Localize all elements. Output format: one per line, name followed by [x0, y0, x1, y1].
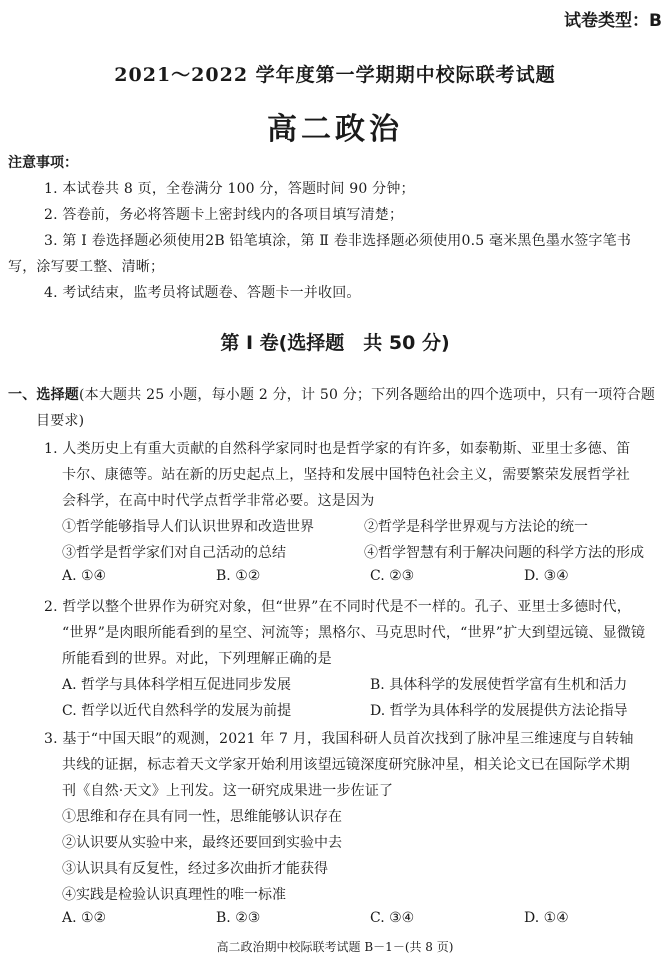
- question-2-stem: 所能看到的世界。对此，下列理解正确的是: [62, 651, 332, 667]
- question-1-stem: 卡尔、康德等。站在新的历史起点上，坚持和发展中国特色社会主义，需要繁荣发展哲学社: [62, 467, 630, 483]
- part-heading: 一、选择题: [8, 387, 79, 403]
- page-footer: 高二政治期中校际联考试题 B－1－(共 8 页): [216, 940, 454, 954]
- q2-option-c[interactable]: C. 哲学以近代自然科学的发展为前提: [62, 703, 292, 719]
- notice-item: 1. 本试卷共 8 页，全卷满分 100 分，答题时间 90 分钟；: [44, 181, 415, 197]
- q1-option-a[interactable]: A. ①④: [62, 568, 107, 584]
- subject-title: 高二政治: [267, 112, 403, 147]
- paper-type-label: 试卷类型：B: [564, 11, 662, 31]
- q3-option-b[interactable]: B. ②③: [216, 910, 261, 926]
- question-1-stem: 会科学，在高中时代学点哲学非常必要。这是因为: [62, 493, 375, 509]
- question-2-stem: 2. 哲学以整个世界作为研究对象，但“世界”在不同时代是不一样的。孔子、亚里士多德时代，: [44, 599, 631, 615]
- q3-statement-3: ③认识具有反复性，经过多次曲折才能获得: [62, 861, 328, 877]
- question-3-stem: 共线的证据，标志着天文学家开始利用该望远镜深度研究脉冲星，相关论文已在国际学术期: [62, 757, 630, 773]
- q3-option-a[interactable]: A. ①②: [62, 910, 107, 926]
- part-desc: (本大题共 25 小题，每小题 2 分，计 50 分；下列各题给出的四个选项中，只有一项符合题: [79, 387, 656, 403]
- q1-option-d[interactable]: D. ③④: [524, 568, 569, 584]
- q3-statement-1: ①思维和存在具有同一性，思维能够认识存在: [62, 809, 342, 825]
- q2-option-b[interactable]: B. 具体科学的发展使哲学富有生机和活力: [370, 677, 628, 693]
- q3-statement-4: ④实践是检验认识真理性的唯一标准: [62, 887, 286, 903]
- notice-item: 写，涂写要工整、清晰；: [8, 259, 165, 275]
- exam-title: 2021～2022 学年度第一学期期中校际联考试题: [114, 64, 556, 86]
- q1-statement-4: ④哲学智慧有利于解决问题的科学方法的形成: [364, 545, 644, 561]
- q3-statement-2: ②认识要从实验中来，最终还要回到实验中去: [62, 835, 342, 851]
- q1-option-c[interactable]: C. ②③: [370, 568, 415, 584]
- notice-heading: 注意事项：: [8, 155, 78, 171]
- notice-item: 3. 第 Ⅰ 卷选择题必须使用2B 铅笔填涂，第 Ⅱ 卷非选择题必须使用0.5 毫米黑色墨水签字笔书: [44, 233, 632, 249]
- section-title: 第 Ⅰ 卷(选择题 共 50 分): [220, 332, 450, 354]
- part-description: [8, 384, 655, 404]
- question-3-stem: 刊《自然·天文》上刊发。这一研究成果进一步佐证了: [62, 783, 394, 799]
- q1-statement-3: ③哲学是哲学家们对自己活动的总结: [62, 545, 286, 561]
- q2-option-a[interactable]: A. 哲学与具体科学相互促进同步发展: [62, 677, 292, 693]
- notice-item: 2. 答卷前，务必将答题卡上密封线内的各项目填写清楚；: [44, 207, 404, 223]
- notice-item: 4. 考试结束，监考员将试题卷、答题卡一并收回。: [44, 285, 361, 301]
- q2-option-d[interactable]: D. 哲学为具体科学的发展提供方法论指导: [370, 703, 628, 719]
- part-desc-cont: 目要求): [36, 413, 85, 429]
- q3-option-d[interactable]: D. ①④: [524, 910, 569, 926]
- q1-option-b[interactable]: B. ①②: [216, 568, 261, 584]
- question-3-stem: 3. 基于“中国天眼”的观测，2021 年 7 月，我国科研人员首次找到了脉冲星三维速度与自转轴: [44, 731, 634, 747]
- q3-option-c[interactable]: C. ③④: [370, 910, 415, 926]
- question-2-stem: “世界”是肉眼所能看到的星空、河流等；黑格尔、马克思时代，“世界”扩大到望远镜、显微镜: [62, 625, 646, 641]
- q1-statement-1: ①哲学能够指导人们认识世界和改造世界: [62, 519, 314, 535]
- q1-statement-2: ②哲学是科学世界观与方法论的统一: [364, 519, 588, 535]
- question-1-stem: 1. 人类历史上有重大贡献的自然科学家同时也是哲学家的有许多，如泰勒斯、亚里士多德、笛: [44, 441, 631, 457]
